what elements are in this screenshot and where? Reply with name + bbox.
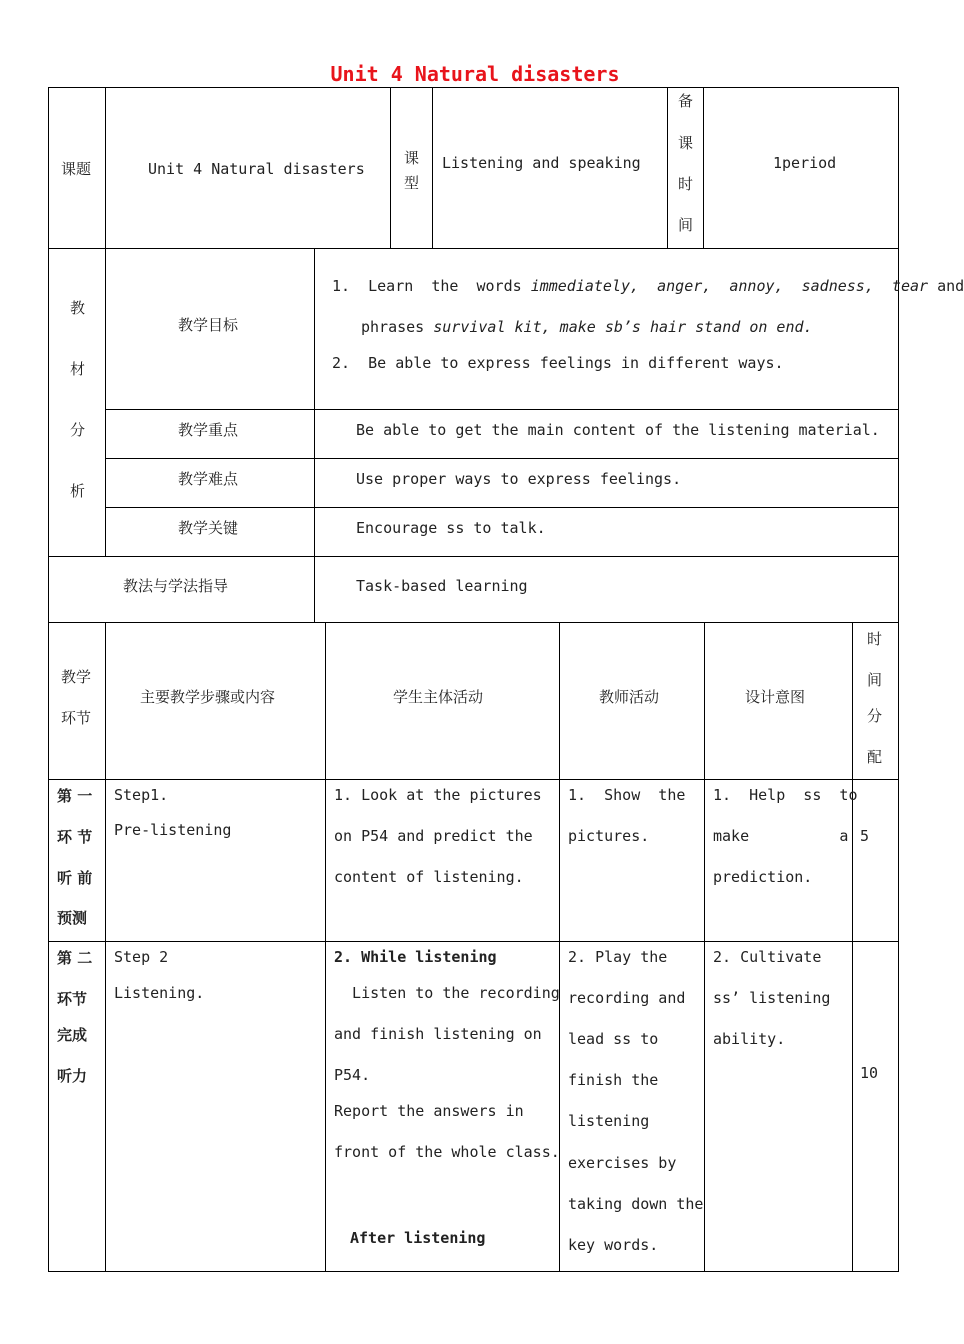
row2-teacher-5: listening: [568, 1112, 650, 1130]
row1-student-3: content of listening.: [334, 868, 524, 886]
row2-steps-2: Listening.: [114, 984, 205, 1002]
table-border: [898, 87, 899, 1272]
table-border: [48, 87, 899, 88]
row2-teacher-7: taking down the: [568, 1195, 704, 1213]
col-time-3: 分: [867, 707, 883, 725]
objective-1-suffix: and: [928, 277, 964, 295]
col-divider: [314, 248, 315, 623]
prep-label-2: 课: [678, 134, 694, 152]
objective-1b-prefix: phrases: [361, 318, 434, 336]
col-divider: [852, 622, 853, 1272]
row-divider: [105, 507, 899, 508]
row-divider: [48, 622, 899, 623]
topic-value: Unit 4 Natural disasters: [148, 160, 365, 178]
row-divider: [105, 458, 899, 459]
col-divider: [105, 248, 106, 557]
difficult-value: Use proper ways to express feelings.: [356, 470, 682, 488]
col-time-4: 配: [867, 748, 883, 766]
prep-value: 1period: [773, 154, 837, 172]
row2-time: 10: [860, 1064, 879, 1082]
col-stage-1: 教学: [61, 668, 92, 686]
row2-stage-1: 第 二: [57, 949, 93, 967]
row2-student-2: and finish listening on: [334, 1025, 542, 1043]
row2-design-2: ss’ listening: [713, 989, 831, 1007]
col-stage-2: 环节: [61, 709, 92, 727]
objective-1-prefix: 1. Learn the words: [332, 277, 531, 295]
row1-steps-2: Pre-listening: [114, 821, 232, 839]
key-label: 教学重点: [178, 421, 239, 439]
topic-label: 课题: [61, 160, 92, 178]
col-divider: [704, 622, 705, 1272]
row1-stage-1: 第 一: [57, 787, 93, 805]
method-label: 教法与学法指导: [123, 577, 229, 595]
row2-teacher-4: finish the: [568, 1071, 659, 1089]
row1-student-2: on P54 and predict the: [334, 827, 533, 845]
prep-label-4: 间: [678, 216, 694, 234]
analysis-side-label-1: 教: [70, 299, 86, 317]
table-border: [48, 87, 49, 1272]
method-value: Task-based learning: [356, 577, 528, 595]
critical-label: 教学关键: [178, 519, 239, 537]
objective-line-1: [332, 277, 964, 295]
type-value: Listening and speaking: [442, 154, 641, 172]
row-divider: [48, 941, 899, 942]
key-value: Be able to get the main content of the listening material.: [356, 421, 880, 439]
row-divider: [48, 779, 899, 780]
row2-steps-1: Step 2: [114, 948, 169, 966]
row1-stage-2: 环 节: [57, 828, 93, 846]
col-divider: [703, 87, 704, 249]
col-divider: [105, 622, 106, 1272]
row2-design-3: ability.: [713, 1030, 786, 1048]
document-title: Unit 4 Natural disasters: [330, 62, 620, 86]
analysis-side-label-2: 材: [70, 360, 86, 378]
objective-label: 教学目标: [178, 316, 239, 334]
row2-student-after: After listening: [350, 1229, 486, 1247]
col-divider: [432, 87, 433, 249]
row1-time: 5: [860, 827, 870, 845]
row-divider: [48, 248, 899, 249]
row1-design-3: prediction.: [713, 868, 813, 886]
row1-student-1: 1. Look at the pictures: [334, 786, 542, 804]
objective-line-2: [361, 318, 813, 336]
col-teacher: 教师活动: [599, 688, 660, 706]
col-time-2: 间: [867, 671, 883, 689]
col-steps: 主要教学步骤或内容: [140, 688, 276, 706]
objective-1b-words: survival kit, make sb’s hair stand on end.: [433, 318, 813, 336]
row2-student-heading: 2. While listening: [334, 948, 497, 966]
row2-teacher-8: key words.: [568, 1236, 659, 1254]
type-label-2: 型: [404, 174, 420, 192]
col-divider: [325, 622, 326, 1272]
row1-teacher-1: 1. Show the: [568, 786, 686, 804]
analysis-side-label-4: 析: [70, 482, 86, 500]
col-time-1: 时: [867, 630, 883, 648]
col-divider: [390, 87, 391, 249]
col-student: 学生主体活动: [393, 688, 484, 706]
objective-line-3: 2. Be able to express feelings in different ways.: [332, 354, 784, 372]
row1-design-2: make a: [713, 827, 849, 845]
prep-label-3: 时: [678, 175, 694, 193]
row1-stage-3: 听 前: [57, 869, 93, 887]
row2-stage-4: 听力: [57, 1067, 88, 1085]
col-divider: [559, 622, 560, 1272]
table-border: [48, 1271, 899, 1272]
col-design: 设计意图: [745, 688, 806, 706]
col-divider: [105, 87, 106, 249]
row-divider: [105, 409, 899, 410]
analysis-side-label-3: 分: [70, 421, 86, 439]
row2-teacher-6: exercises by: [568, 1154, 677, 1172]
critical-value: Encourage ss to talk.: [356, 519, 546, 537]
type-label-1: 课: [404, 149, 420, 167]
row2-design-1: 2. Cultivate: [713, 948, 822, 966]
row2-stage-2: 环节: [57, 990, 88, 1008]
row2-student-5: front of the whole class.: [334, 1143, 560, 1161]
row2-student-4: Report the answers in: [334, 1102, 524, 1120]
row2-student-1: Listen to the recording: [334, 984, 560, 1002]
objective-1-words: immediately, anger, annoy, sadness, tear: [530, 277, 929, 295]
col-divider: [667, 87, 668, 249]
row1-design-1: 1. Help ss to: [713, 786, 858, 804]
row2-teacher-2: recording and: [568, 989, 686, 1007]
row2-teacher-1: 2. Play the: [568, 948, 668, 966]
row-divider: [48, 556, 899, 557]
row1-teacher-2: pictures.: [568, 827, 650, 845]
row1-steps-1: Step1.: [114, 786, 169, 804]
row1-stage-4: 预测: [57, 909, 88, 927]
row2-stage-3: 完成: [57, 1026, 88, 1044]
row2-student-3: P54.: [334, 1066, 371, 1084]
prep-label-1: 备: [678, 92, 694, 110]
difficult-label: 教学难点: [178, 470, 239, 488]
row2-teacher-3: lead ss to: [568, 1030, 659, 1048]
